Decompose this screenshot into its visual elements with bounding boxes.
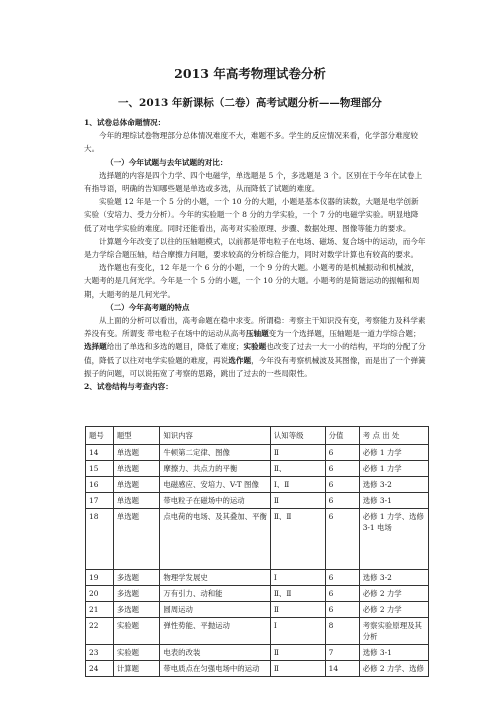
table-cell: Ⅰ (270, 618, 325, 645)
table-cell: 电表的改装 (160, 645, 271, 661)
table-cell: 22 (86, 618, 114, 645)
table-cell: 选修 3-2 (359, 570, 428, 586)
heading-structure: 2、试卷结构与考查内容： (84, 382, 173, 392)
table-cell: 6 (325, 445, 359, 461)
table-cell: 必修 1 力学、选修 3-1 电场 (359, 509, 428, 570)
table-cell: 16 (86, 477, 114, 493)
table-cell: 单选题 (113, 509, 159, 570)
table-cell: 实验题 (113, 618, 159, 645)
subheading-comparison: （一）今年试题与去年试题的对比： (106, 157, 228, 167)
table-cell: 物理学发展史 (160, 570, 271, 586)
exam-structure-table (85, 426, 429, 677)
table-cell: 20 (86, 586, 114, 602)
table-cell: 6 (325, 570, 359, 586)
table-cell: 选修 3-1 (359, 493, 428, 509)
table-row (86, 445, 429, 461)
header-cell: 题型 (113, 427, 159, 445)
paragraph-features: 从上面的分析可以看出，高考命题在稳中求变。所谓稳：考察主干知识没有变，考察能力及科学素养没有变。所谓变 带电粒子在场中的运动从高考压轴题变为一个选择题，压轴题是一道力学综合题；选择题给出了单选和多选的题目，降低了难度；实验题也改变了过去一大一小的结构，平均的分配了分值，降低了以往对电学实验题的难度，再说选作题，今年没有考察机械波及其图像，而是出了一个弹簧振子的问题，可以说拓宽了考察的思路，跳出了过去的一些局限性。 (84, 316, 426, 378)
table-row (86, 602, 429, 618)
table-cell: 必修 2 力学、选修 (359, 661, 428, 677)
table-cell: 单选题 (113, 477, 159, 493)
table-cell: 18 (86, 509, 114, 570)
table-cell: 圆周运动 (160, 602, 271, 618)
document-title: 2013 年高考物理试卷分析 (174, 66, 326, 81)
table-cell: 7 (325, 645, 359, 661)
table-cell: 6 (325, 493, 359, 509)
table-cell: 24 (86, 661, 114, 677)
table-cell: 选修 3-2 (359, 477, 428, 493)
heading-overall: 1、试卷总体命题情况： (84, 118, 166, 127)
table-cell: 23 (86, 645, 114, 661)
table-row (86, 509, 429, 570)
table-cell: 17 (86, 493, 114, 509)
header-cell: 题号 (86, 427, 114, 445)
table-cell: 带电质点在匀强电场中的运动 (160, 661, 271, 677)
table-cell: 带电粒子在磁场中的运动 (160, 493, 271, 509)
table-cell: Ⅱ (270, 661, 325, 677)
table-cell: 选修 3-1 (359, 645, 428, 661)
section-title: 一、2013 年新课标（二卷）高考试题分析——物理部分 (118, 97, 382, 109)
table-cell: 实验题 (113, 645, 159, 661)
table-row (86, 461, 429, 477)
paragraph-experiment: 实验题 12 年是一个 5 分的小题，一个 10 分的大题，小题是基本仪器的读数，大题是电学创新实验（安培力、受力分析）。今年的实验题一个 8 分的力学实验，一个 7 分的电磁学实验。明显地降低了对电学实验的难度。同时还能看出，高考对实验原理、步骤、数据处理、图像等能力的要求。 (84, 197, 419, 233)
table-cell: 必修 1 力学 (359, 461, 428, 477)
table-cell: 考察实验原理及其分析 (359, 618, 428, 645)
table-cell: Ⅰ (270, 570, 325, 586)
table-cell: Ⅱ (270, 645, 325, 661)
paragraph-choice: 选择题的内容是四个力学、四个电磁学，单选题是 5 个，多选题是 3 个。区别在于今年在试卷上有指导语，明确的告知哪些题是单选或多选，从而降低了试题的难度。 (84, 170, 423, 194)
table-cell: 6 (325, 602, 359, 618)
table-cell: 电磁感应、安培力、V-T 图像 (160, 477, 271, 493)
table-cell: 21 (86, 602, 114, 618)
table-cell: 14 (325, 661, 359, 677)
table-cell: Ⅱ (270, 602, 325, 618)
table-cell: 计算题 (113, 661, 159, 677)
table-cell: 摩擦力、共点力的平衡 (160, 461, 271, 477)
paragraph-optional: 选作题也有变化，12 年是一个 6 分的小题，一个 9 分的大题。小题考的是机械振动和机械波，大题考的是几何光学。今年是一个 5 分的小题，一个 10 分的大题。小题考的是简谐运动的振幅和周期，大题考的是几何光学。 (84, 263, 420, 299)
header-cell: 考 点 出 处 (359, 427, 428, 445)
table-row (86, 477, 429, 493)
table-cell: 牛顿第二定律、图像 (160, 445, 271, 461)
table-cell: 6 (325, 586, 359, 602)
table-row (86, 645, 429, 661)
table-cell: 多选题 (113, 586, 159, 602)
analysis-body (84, 116, 426, 393)
table-cell: 14 (86, 445, 114, 461)
table-row (86, 661, 429, 677)
table-row (86, 586, 429, 602)
header-cell: 知识内容 (160, 427, 271, 445)
header-cell: 认知等级 (270, 427, 325, 445)
table-cell: 6 (325, 509, 359, 570)
table-cell: 点电荷的电场、及其叠加、平衡 (160, 509, 271, 570)
paragraph-overall: 今年的理综试卷物理部分总体情况难度不大，难题不多。学生的反应情况来看，化学部分难度较大。 (84, 131, 418, 154)
table-header-row (86, 427, 429, 445)
paragraph-calculation: 计算题今年改变了以往的压轴题模式，以前都是带电粒子在电场、磁场、复合场中的运动，而今年是力学综合题压轴，结合摩擦力问题，要求较高的分析综合能力，同时对数学计算也有较高的要求。 (84, 236, 426, 260)
table-cell: 8 (325, 618, 359, 645)
table-cell: 6 (325, 461, 359, 477)
table-cell: 弹性势能、平抛运动 (160, 618, 271, 645)
table-row (86, 570, 429, 586)
table-row (86, 493, 429, 509)
table-cell: Ⅱ (270, 445, 325, 461)
table-cell: 单选题 (113, 461, 159, 477)
table-cell: 多选题 (113, 602, 159, 618)
table-cell: 19 (86, 570, 114, 586)
table-cell: Ⅱ、Ⅱ (270, 586, 325, 602)
table-cell: 单选题 (113, 445, 159, 461)
table-cell: Ⅱ、 (270, 461, 325, 477)
table-cell: 必修 1 力学 (359, 445, 428, 461)
table-row (86, 618, 429, 645)
table-cell: 单选题 (113, 493, 159, 509)
table-cell: 多选题 (113, 570, 159, 586)
subheading-features: （二）今年高考题的特点 (106, 302, 190, 312)
table-cell: Ⅱ (270, 493, 325, 509)
table-cell: 必修 2 力学 (359, 602, 428, 618)
table-cell: 15 (86, 461, 114, 477)
table-cell: 万有引力、动和能 (160, 586, 271, 602)
header-cell: 分值 (325, 427, 359, 445)
table-cell: Ⅰ、Ⅱ (270, 477, 325, 493)
table-cell: Ⅱ、Ⅱ (270, 509, 325, 570)
table-cell: 必修 2 力学 (359, 586, 428, 602)
table-cell: 6 (325, 477, 359, 493)
